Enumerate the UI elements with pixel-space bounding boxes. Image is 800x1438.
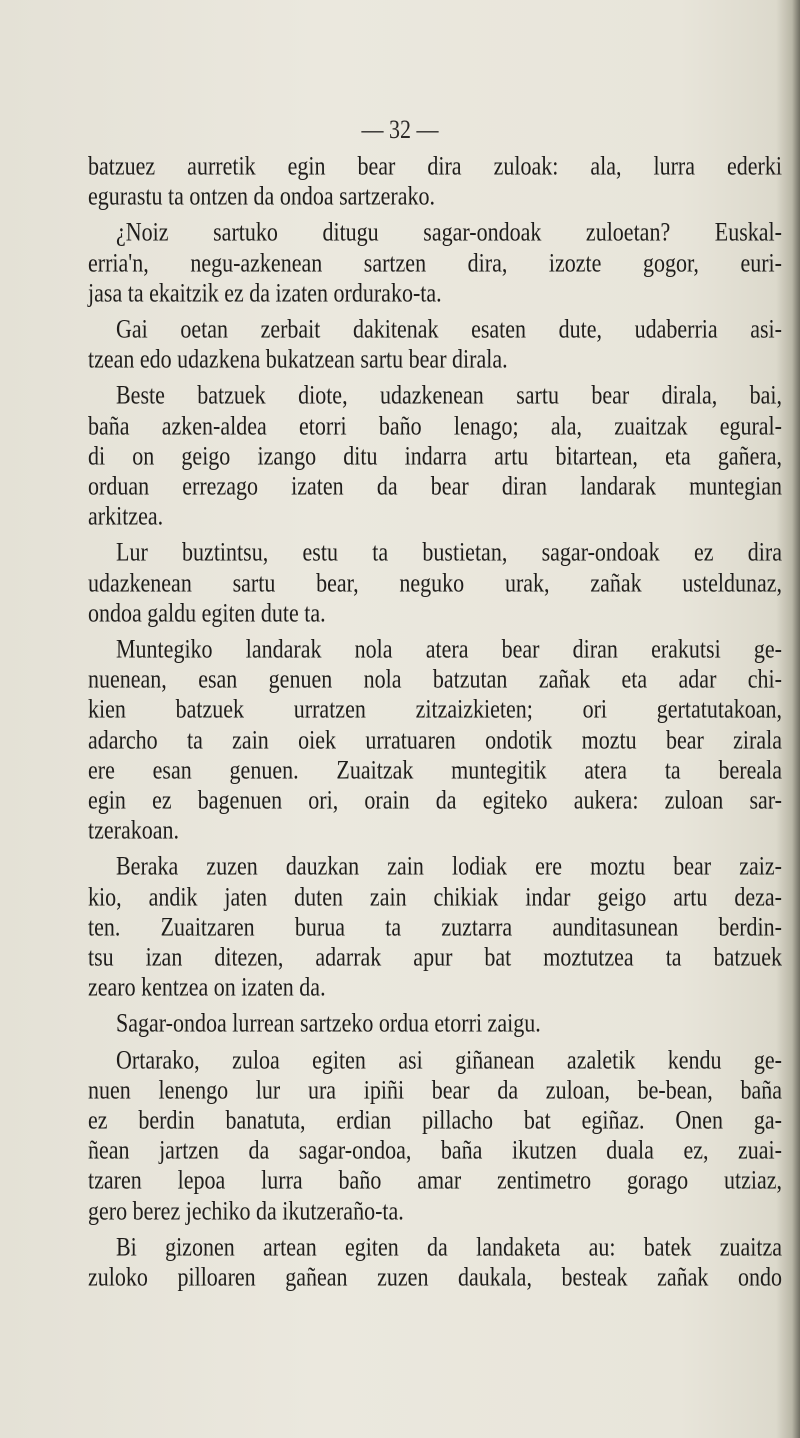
text-line: ere esan genuen. Zuaitzak muntegitik atera ta bereala	[88, 753, 782, 785]
text-line: zuloko pilloaren gañean zuzen daukala, besteak zañak ondo	[88, 1261, 782, 1292]
text-line: udazkenean sartu bear, neguko urak, zañak usteldunaz,	[88, 566, 782, 598]
text-line: kien batzuek urratzen zitzaizkieten; ori gertatutakoan,	[88, 693, 782, 724]
text-line: Lur buztintsu, estu ta bustietan, sagar-ondoak ez dira	[116, 536, 782, 567]
text-line: nuen lenengo lur ura ipiñi bear da zuloan, be-bean, baña	[88, 1073, 782, 1105]
text-line: tzaren lepoa lurra baño amar zentimetro gorago utziaz,	[88, 1164, 782, 1195]
text-line: zearo kentzea on izaten da.	[88, 971, 326, 1002]
text-line: batzuez aurretik egin bear dira zuloak: ala, lurra ederki	[88, 150, 782, 181]
text-line: Bi gizonen artean egiten da landaketa au: batek zuaitza	[116, 1230, 782, 1262]
text-line: tzerakoan.	[88, 814, 179, 845]
text-line: nuenean, esan genuen nola batzutan zañak eta adar chi-	[88, 663, 782, 694]
text-line: Gai oetan zerbait dakitenak esaten dute, udaberria asi-	[116, 313, 782, 344]
text-line: Ortarako, zuloa egiten asi giñanean azaletik kendu ge-	[116, 1043, 782, 1075]
text-line: egurastu ta ontzen da ondoa sartzerako.	[88, 180, 435, 211]
text-line: arkitzea.	[88, 500, 164, 531]
text-line: erria'n, negu-azkenean sartzen dira, izozte gogor, euri-	[88, 246, 782, 278]
text-line: gero berez jechiko da ikutzeraño-ta.	[88, 1194, 404, 1226]
text-line: Sagar-ondoa lurrean sartzeko ordua etorri zaigu.	[116, 1007, 541, 1038]
text-line: Beste batzuek diote, udazkenean sartu bear dirala, bai,	[116, 379, 782, 410]
text-line: Beraka zuzen dauzkan zain lodiak ere moztu bear zaiz-	[116, 850, 782, 881]
text-line: tsu izan ditezen, adarrak apur bat moztutzea ta batzuek	[88, 941, 782, 972]
text-line: ez berdin banatuta, erdian pillacho bat egiñaz. Onen ga-	[88, 1104, 782, 1135]
text-line: kio, andik jaten duten zain chikiak indar geigo artu deza-	[88, 880, 782, 912]
text-line: baña azken-aldea etorri baño lenago; ala, zuaitzak egural-	[88, 409, 782, 441]
text-line: ñean jartzen da sagar-ondoa, baña ikutzen duala ez, zuai-	[88, 1134, 782, 1165]
text-line: Muntegiko landarak nola atera bear diran erakutsi ge-	[116, 633, 782, 664]
page-number: — 32 —	[361, 114, 439, 144]
text-line: adarcho ta zain oiek urratuaren ondotik moztu bear zirala	[88, 723, 782, 755]
text-line: orduan errezago izaten da bear diran landarak muntegian	[88, 470, 782, 501]
text-line: ondoa galdu egiten dute ta.	[88, 596, 326, 628]
text-line: ten. Zuaitzaren burua ta zuztarra aunditasunean berdin-	[88, 910, 782, 942]
text-line: jasa ta ekaitzik ez da izaten ordurako-ta.	[88, 276, 442, 308]
text-line: ¿Noiz sartuko ditugu sagar-ondoak zuloetan? Euskal-	[116, 216, 782, 247]
text-line: tzean edo udazkena bukatzean sartu bear dirala.	[88, 343, 508, 374]
text-line: di on geigo izango ditu indarra artu bitartean, eta gañera,	[88, 439, 782, 471]
text-line: egin ez bagenuen ori, orain da egiteko aukera: zuloan sar-	[88, 784, 782, 815]
